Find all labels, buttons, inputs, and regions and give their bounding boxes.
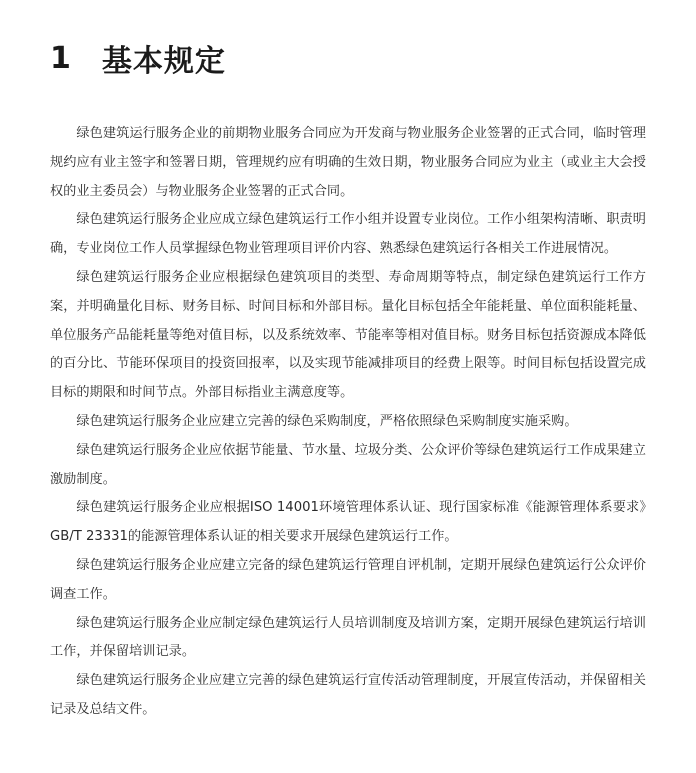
paragraph-working-group: 绿色建筑运行服务企业应成立绿色建筑运行工作小组并设置专业岗位。工作小组架构清晰、职责明确，专业岗位工作人员掌握绿色物业管理项目评价内容、熟悉绿色建筑运行各相关工作进展情况。 bbox=[50, 212, 646, 257]
paragraph-work-plan: 绿色建筑运行服务企业应根据绿色建筑项目的类型、寿命周期等特点，制定绿色建筑运行工作方案，并明确量化目标、财务目标、时间目标和外部目标。量化目标包括全年能耗量、单位面积能耗量、单位服务产品能耗量等绝对值目标，以及系统效率、节能率等相对值目标。财务目标包括资源成本降低的百分比、节能环保项目的投资回报率，以及实现节能减排项目的经费上限等。时间目标包括设置完成目标的期限和时间节点。外部目标指业主满意度等。 bbox=[50, 269, 646, 401]
paragraph-green-procurement: 绿色建筑运行服务企业应建立完善的绿色采购制度，严格依照绿色采购制度实施采购。 bbox=[76, 413, 578, 429]
section-title: 基本规定 bbox=[101, 44, 226, 79]
paragraph-certification: 绿色建筑运行服务企业应根据ISO 14001环境管理体系认证、现行国家标准《能源管理体系要求》GB/T 23331的能源管理体系认证的相关要求开展绿色建筑运行工作。 bbox=[50, 500, 646, 545]
paragraph-self-evaluation: 绿色建筑运行服务企业应建立完备的绿色建筑运行管理自评机制，定期开展绿色建筑运行公众评价调查工作。 bbox=[50, 557, 646, 602]
paragraph-publicity: 绿色建筑运行服务企业应建立完善的绿色建筑运行宣传活动管理制度，开展宣传活动，并保留相关记录及总结文件。 bbox=[50, 673, 646, 717]
section-heading bbox=[50, 38, 226, 78]
paragraph-preliminary-contract: 绿色建筑运行服务企业的前期物业服务合同应为开发商与物业服务企业签署的正式合同，临时管理规约应有业主签字和签署日期，管理规约应有明确的生效日期，物业服务合同应为业主（或业主大会授权的业主委员会）与物业服务企业签署的正式合同。 bbox=[50, 126, 646, 199]
paragraph-training: 绿色建筑运行服务企业应制定绿色建筑运行人员培训制度及培训方案，定期开展绿色建筑运行培训工作，并保留培训记录。 bbox=[50, 615, 646, 660]
section-body bbox=[50, 120, 646, 725]
paragraph-incentive-system: 绿色建筑运行服务企业应依据节能量、节水量、垃圾分类、公众评价等绿色建筑运行工作成果建立激励制度。 bbox=[50, 442, 646, 487]
section-number: 1 bbox=[50, 40, 72, 76]
